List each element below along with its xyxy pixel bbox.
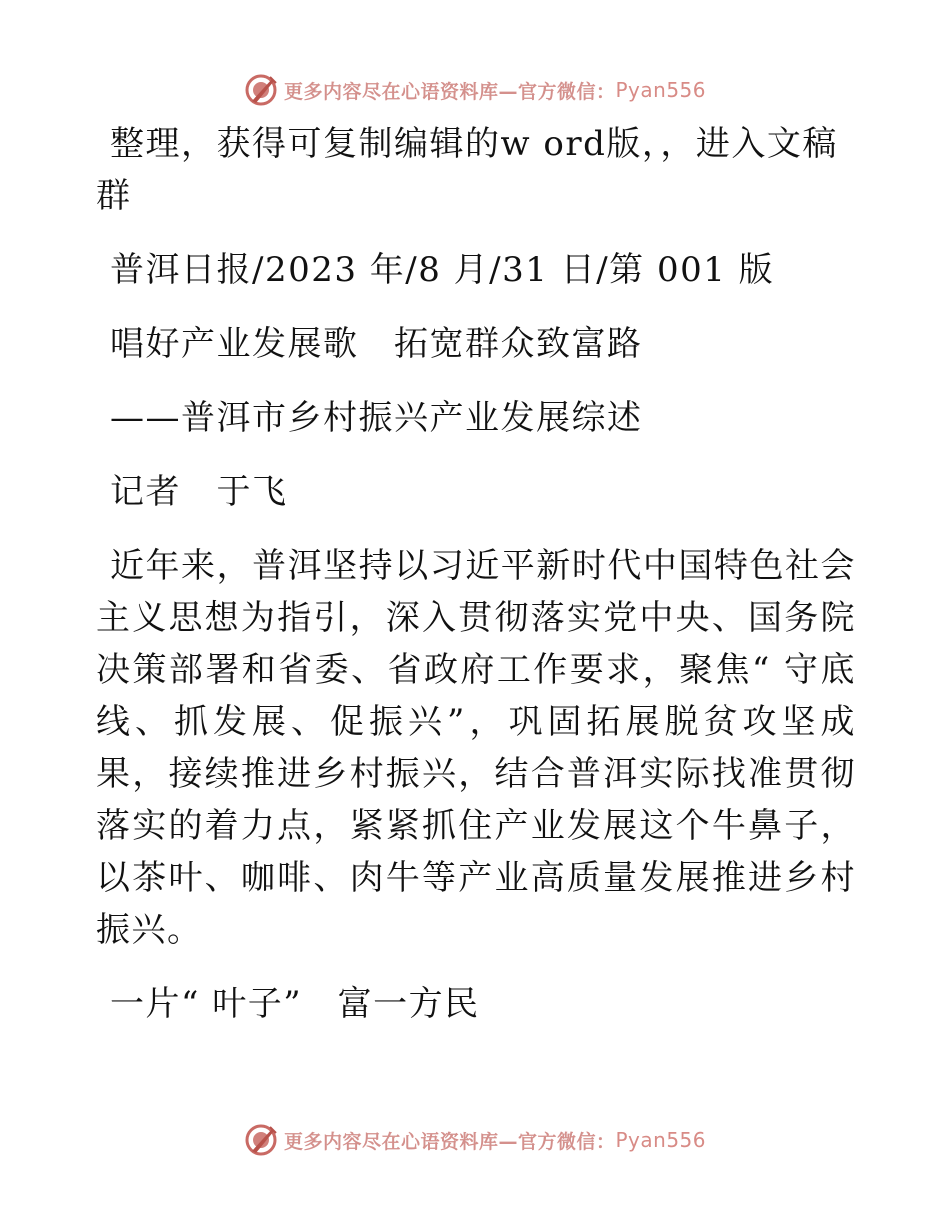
watermark-text: 更多内容尽在心语资料库—官方微信： bbox=[283, 80, 616, 103]
watermark-wechat-id: Pyan556 bbox=[615, 1128, 707, 1152]
watermark-wechat-id: Pyan556 bbox=[615, 78, 707, 102]
document-body bbox=[96, 118, 856, 1052]
section-heading: 一片“ 叶子” 富一方民 bbox=[110, 984, 480, 1024]
headline: 唱好产业发展歌 拓宽群众致富路 bbox=[110, 324, 643, 364]
intro-paragraph: 整理，获得可复制编辑的w ord版，，进入文稿群 bbox=[96, 124, 838, 216]
quill-seal-icon bbox=[244, 1123, 278, 1157]
watermark-text: 更多内容尽在心语资料库—官方微信： bbox=[283, 1130, 616, 1153]
quill-seal-icon bbox=[244, 73, 278, 107]
footer-watermark bbox=[0, 1120, 950, 1160]
byline: 记者 于飞 bbox=[110, 472, 288, 512]
subheadline: ——普洱市乡村振兴产业发展综述 bbox=[110, 398, 643, 438]
source-line: 普洱日报/2023 年/8 月/31 日/第 001 版 bbox=[110, 250, 775, 290]
header-watermark bbox=[0, 70, 950, 110]
body-paragraph: 近年来，普洱坚持以习近平新时代中国特色社会主义思想为指引，深入贯彻落实党中央、国务院决策部署和省委、省政府工作要求，聚焦“ 守底线、抓发展、促振兴”，巩固拓展脱贫攻坚成果，接续推进乡村振兴，结合普洱实际找准贯彻落实的着力点，紧紧抓住产业发展这个牛鼻子，以茶叶、咖啡、肉牛等产业高质量发展推进乡村振兴。 bbox=[96, 546, 856, 950]
